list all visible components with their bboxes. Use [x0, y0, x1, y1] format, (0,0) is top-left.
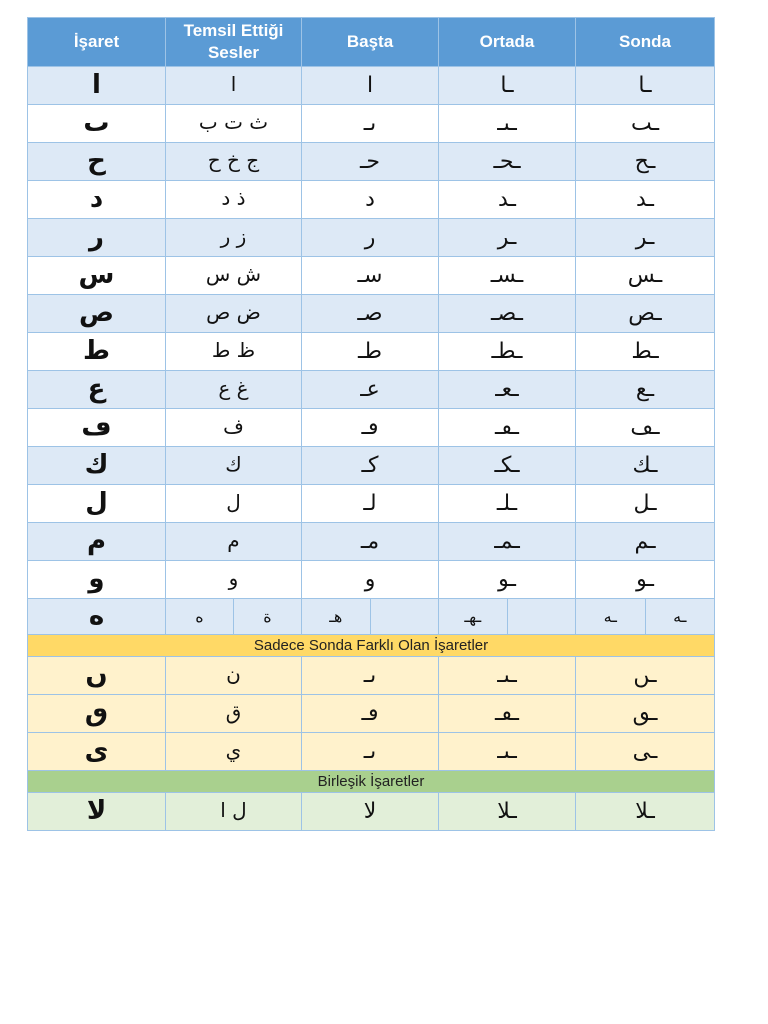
medial-form-cell: ـو — [439, 561, 576, 599]
table-row — [28, 295, 715, 333]
ligature-rows — [28, 793, 715, 831]
sounds-cell: غ ع — [166, 371, 302, 409]
main-rows — [28, 67, 715, 599]
final-form-cell: ـى — [576, 733, 715, 771]
initial-form-b — [370, 599, 439, 634]
ha-row-body — [28, 599, 715, 635]
final-form-cell: ـڡ — [576, 409, 715, 447]
section-ligature-body — [28, 771, 715, 793]
header-mark: İşaret — [28, 18, 166, 67]
table-row — [28, 219, 715, 257]
final-form-b: ـه — [645, 599, 715, 634]
sounds-cell: ل — [166, 485, 302, 523]
table-row — [28, 333, 715, 371]
final-form-cell: ـح — [576, 143, 715, 181]
medial-form-cell: ـڡـ — [439, 409, 576, 447]
table-row — [28, 523, 715, 561]
initial-form-cell: ٮـ — [302, 733, 439, 771]
header-final: Sonda — [576, 18, 715, 67]
table-row — [28, 409, 715, 447]
final-form-cell: ـٯ — [576, 695, 715, 733]
sounds-cell: و — [166, 561, 302, 599]
mark-cell: ا — [28, 67, 166, 105]
final-form-cell: ـد — [576, 181, 715, 219]
mark-cell: ل — [28, 485, 166, 523]
initial-form-cell: ڡـ — [302, 695, 439, 733]
initial-form-cell: ا — [302, 67, 439, 105]
medial-form-cell: ـد — [439, 181, 576, 219]
initial-form-cell: عـ — [302, 371, 439, 409]
sounds-cell: ج خ ح — [166, 143, 302, 181]
medial-form-cell: ـسـ — [439, 257, 576, 295]
mark-cell: س — [28, 257, 166, 295]
section-final-body — [28, 635, 715, 657]
table-row — [28, 143, 715, 181]
mark-cell: لا — [28, 793, 166, 831]
final-form-cell: ـك — [576, 447, 715, 485]
initial-form-cell: ڡـ — [302, 409, 439, 447]
header-medial: Ortada — [439, 18, 576, 67]
sounds-cell: ظ ط — [166, 333, 302, 371]
sounds-cell: ف — [166, 409, 302, 447]
header-row — [28, 18, 715, 67]
mark-cell: و — [28, 561, 166, 599]
initial-form-cell: ر — [302, 219, 439, 257]
medial-form-b — [507, 599, 576, 634]
mark-cell: ر — [28, 219, 166, 257]
mark-cell: ه — [28, 599, 166, 635]
table-row — [28, 733, 715, 771]
final-only-rows — [28, 657, 715, 771]
final-form-cell: ـص — [576, 295, 715, 333]
sounds-cell: ز ر — [166, 219, 302, 257]
letters-table — [27, 17, 715, 831]
final-form-cell: ـلا — [576, 793, 715, 831]
initial-cell — [302, 599, 439, 635]
sounds-cell: ش س — [166, 257, 302, 295]
sounds-cell: ي — [166, 733, 302, 771]
initial-form-cell: سـ — [302, 257, 439, 295]
medial-form-cell: ـطـ — [439, 333, 576, 371]
medial-form-cell: ـلـ — [439, 485, 576, 523]
final-form-cell: ـٮ — [576, 105, 715, 143]
mark-cell: ٯ — [28, 695, 166, 733]
sounds-cell: ك — [166, 447, 302, 485]
initial-form-cell: و — [302, 561, 439, 599]
final-form-cell: ـر — [576, 219, 715, 257]
final-form-cell: ـس — [576, 257, 715, 295]
initial-form-cell: كـ — [302, 447, 439, 485]
final-form-cell: ـل — [576, 485, 715, 523]
initial-form-cell: ٮـ — [302, 657, 439, 695]
medial-form-cell: ـٮـ — [439, 657, 576, 695]
sounds-cell: ل ا — [166, 793, 302, 831]
final-form-cell: ـو — [576, 561, 715, 599]
mark-cell: ح — [28, 143, 166, 181]
medial-form-cell: ـلا — [439, 793, 576, 831]
sound-ha: ه — [195, 607, 204, 626]
section-header-final-only — [28, 635, 715, 657]
initial-form-cell: لـ — [302, 485, 439, 523]
section-header-ligature — [28, 771, 715, 793]
mark-cell: ں — [28, 657, 166, 695]
table-row — [28, 257, 715, 295]
table-row — [28, 447, 715, 485]
table-row — [28, 793, 715, 831]
header-initial: Başta — [302, 18, 439, 67]
table-row — [28, 371, 715, 409]
medial-cell — [439, 599, 576, 635]
table-row — [28, 67, 715, 105]
medial-form-cell: ـعـ — [439, 371, 576, 409]
initial-form-a: هـ — [329, 607, 343, 626]
mark-cell: ك — [28, 447, 166, 485]
table-row — [28, 485, 715, 523]
final-cell — [576, 599, 715, 635]
medial-form-cell: ـصـ — [439, 295, 576, 333]
mark-cell: ى — [28, 733, 166, 771]
mark-cell: د — [28, 181, 166, 219]
sounds-cell: م — [166, 523, 302, 561]
sounds-cell: ث ت ب — [166, 105, 302, 143]
initial-form-cell: لا — [302, 793, 439, 831]
initial-form-cell: طـ — [302, 333, 439, 371]
ottoman-letters-table-sheet — [27, 17, 714, 831]
final-form-cell: ـط — [576, 333, 715, 371]
medial-form-cell: ـحـ — [439, 143, 576, 181]
sounds-cell: ن — [166, 657, 302, 695]
mark-cell: م — [28, 523, 166, 561]
mark-cell: ڡ — [28, 409, 166, 447]
initial-form-cell: ٮـ — [302, 105, 439, 143]
sounds-cell: ا — [166, 67, 302, 105]
table-row — [28, 181, 715, 219]
final-form-cell: ـع — [576, 371, 715, 409]
medial-form-cell: ـٮـ — [439, 105, 576, 143]
mark-cell: ٮ — [28, 105, 166, 143]
medial-form-cell: ـمـ — [439, 523, 576, 561]
mark-cell: ط — [28, 333, 166, 371]
table-row — [28, 105, 715, 143]
final-form-a: ـه — [603, 607, 617, 626]
table-row-ha — [28, 599, 715, 635]
table-row — [28, 695, 715, 733]
sounds-cell — [166, 599, 302, 635]
sounds-cell: ذ د — [166, 181, 302, 219]
table-row — [28, 657, 715, 695]
initial-form-cell: مـ — [302, 523, 439, 561]
medial-form-cell: ـر — [439, 219, 576, 257]
medial-form-cell: ـا — [439, 67, 576, 105]
medial-form-a: ـهـ — [464, 607, 482, 626]
table-row — [28, 561, 715, 599]
final-form-cell: ـں — [576, 657, 715, 695]
medial-form-cell: ـڡـ — [439, 695, 576, 733]
header-sounds: Temsil Ettiği Sesler — [166, 18, 302, 67]
initial-form-cell: حـ — [302, 143, 439, 181]
sound-ta-marbuta: ة — [233, 599, 301, 634]
initial-form-cell: صـ — [302, 295, 439, 333]
sounds-cell: ق — [166, 695, 302, 733]
sounds-cell: ض ص — [166, 295, 302, 333]
final-form-cell: ـا — [576, 67, 715, 105]
section-title-ligature: Birleşik İşaretler — [28, 771, 715, 793]
section-title-final-only: Sadece Sonda Farklı Olan İşaretler — [28, 635, 715, 657]
final-form-cell: ـم — [576, 523, 715, 561]
initial-form-cell: د — [302, 181, 439, 219]
medial-form-cell: ـكـ — [439, 447, 576, 485]
mark-cell: ص — [28, 295, 166, 333]
mark-cell: ع — [28, 371, 166, 409]
medial-form-cell: ـٮـ — [439, 733, 576, 771]
